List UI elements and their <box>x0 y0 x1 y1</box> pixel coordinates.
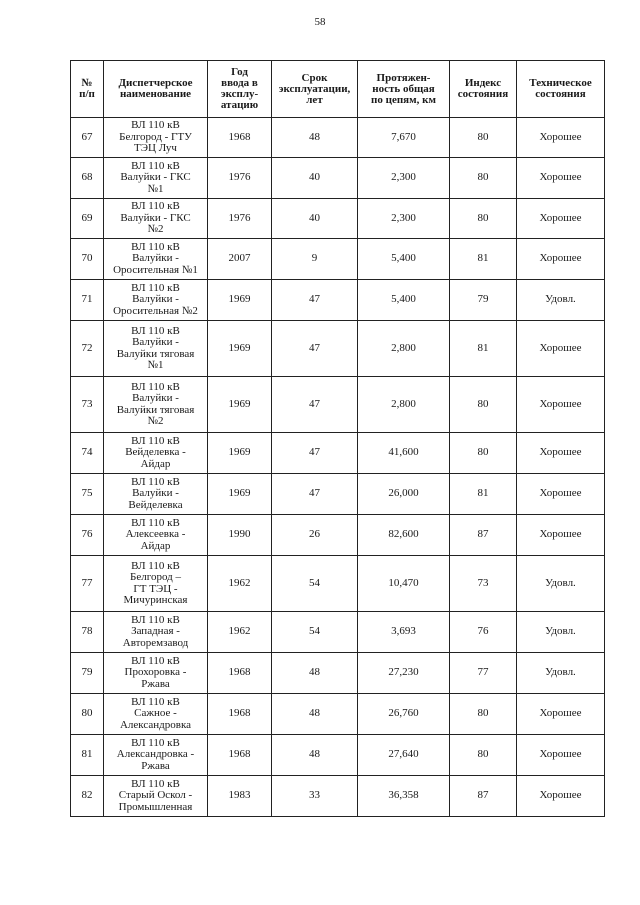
table-row <box>71 694 605 735</box>
header-line: ность общая <box>372 82 435 95</box>
cell-term: 54 <box>272 612 358 653</box>
cell-index: 81 <box>450 239 517 280</box>
header-line: эксплуатации, <box>278 82 351 95</box>
cell-dispatch-name <box>104 735 208 776</box>
cell-index: 73 <box>450 556 517 612</box>
cell-year: 1969 <box>208 377 272 433</box>
cell-length: 3,693 <box>358 612 450 653</box>
cell-length: 2,800 <box>358 377 450 433</box>
header-line: по цепям, км <box>371 93 436 106</box>
header-line: Диспетчерское <box>118 77 193 89</box>
cell-number: 74 <box>71 433 104 474</box>
name-line: Белгород - ГТУ <box>119 130 192 143</box>
cell-year: 1969 <box>208 474 272 515</box>
cell-number: 69 <box>71 199 104 239</box>
cell-index: 80 <box>450 735 517 776</box>
header-line: п/п <box>79 88 95 100</box>
cell-number: 79 <box>71 653 104 694</box>
cell-term: 9 <box>272 239 358 280</box>
header-line: атацию <box>220 99 259 111</box>
cell-year: 1969 <box>208 280 272 321</box>
cell-term: 48 <box>272 118 358 158</box>
name-line: Валуйки тяговая <box>116 347 195 360</box>
cell-term: 48 <box>272 735 358 776</box>
name-line: ТЭЦ Луч <box>134 142 177 155</box>
cell-length: 41,600 <box>358 433 450 474</box>
cell-index: 87 <box>450 515 517 556</box>
name-line: Валуйки - ГКС <box>120 171 191 184</box>
cell-term: 47 <box>272 433 358 474</box>
name-line: Белгород – <box>130 571 181 583</box>
cell-year: 1968 <box>208 735 272 776</box>
header-line: наименование <box>119 88 192 100</box>
cell-year: 1968 <box>208 694 272 735</box>
cell-length: 2,800 <box>358 321 450 377</box>
cell-dispatch-name <box>104 776 208 817</box>
name-line: ВЛ 110 кВ <box>131 119 180 132</box>
name-line: ВЛ 110 кВ <box>131 613 180 626</box>
cell-state: Хорошее <box>517 377 605 433</box>
cell-dispatch-name <box>104 239 208 280</box>
cell-index: 77 <box>450 653 517 694</box>
name-line: Промышленная <box>118 800 193 813</box>
header-line: Индекс <box>464 77 502 89</box>
cell-index: 80 <box>450 433 517 474</box>
header-index <box>450 61 517 118</box>
header-length <box>358 61 450 118</box>
cell-term: 47 <box>272 377 358 433</box>
cell-length: 26,000 <box>358 474 450 515</box>
cell-length: 2,300 <box>358 158 450 199</box>
cell-number: 82 <box>71 776 104 817</box>
cell-year: 1962 <box>208 612 272 653</box>
name-line: ГТ ТЭЦ - <box>133 582 178 595</box>
name-line: ВЛ 110 кВ <box>131 159 180 172</box>
cell-index: 79 <box>450 280 517 321</box>
cell-dispatch-name <box>104 321 208 377</box>
header-term <box>272 61 358 118</box>
cell-number: 76 <box>71 515 104 556</box>
name-line: №1 <box>147 359 164 371</box>
header-number <box>71 61 104 118</box>
name-line: Александровка <box>119 718 192 731</box>
name-line: ВЛ 110 кВ <box>131 559 180 572</box>
header-line: состояния <box>535 88 586 100</box>
cell-term: 48 <box>272 694 358 735</box>
name-line: ВЛ 110 кВ <box>131 324 180 337</box>
cell-state: Хорошее <box>517 735 605 776</box>
cell-term: 40 <box>272 158 358 199</box>
cell-year: 1968 <box>208 653 272 694</box>
cell-term: 48 <box>272 653 358 694</box>
cell-dispatch-name <box>104 377 208 433</box>
name-line: №2 <box>147 223 164 236</box>
cell-year: 1990 <box>208 515 272 556</box>
cell-length: 7,670 <box>358 118 450 158</box>
cell-state: Хорошее <box>517 694 605 735</box>
name-line: ВЛ 110 кВ <box>131 736 180 749</box>
cell-term: 54 <box>272 556 358 612</box>
cell-index: 76 <box>450 612 517 653</box>
cell-index: 87 <box>450 776 517 817</box>
cell-state: Хорошее <box>517 158 605 199</box>
cell-length: 10,470 <box>358 556 450 612</box>
cell-state: Хорошее <box>517 321 605 377</box>
cell-number: 75 <box>71 474 104 515</box>
header-line: Срок <box>301 71 328 84</box>
name-line: ВЛ 110 кВ <box>131 516 180 529</box>
name-line: ВЛ 110 кВ <box>131 240 180 253</box>
cell-number: 67 <box>71 118 104 158</box>
name-line: Вейделевка <box>128 498 183 511</box>
header-name <box>104 61 208 118</box>
name-line: Валуйки - ГКС <box>120 211 191 224</box>
cell-term: 33 <box>272 776 358 817</box>
name-line: Вейделевка - <box>125 446 186 459</box>
cell-state: Хорошее <box>517 239 605 280</box>
table-row <box>71 515 605 556</box>
table-row <box>71 556 605 612</box>
table-row <box>71 239 605 280</box>
name-line: Старый Оскол - <box>118 789 193 802</box>
cell-year: 1969 <box>208 433 272 474</box>
name-line: Оросительная №2 <box>113 304 198 317</box>
cell-index: 80 <box>450 377 517 433</box>
cell-year: 1983 <box>208 776 272 817</box>
name-line: Айдар <box>140 539 171 552</box>
table-row <box>71 321 605 377</box>
cell-dispatch-name <box>104 280 208 321</box>
cell-length: 36,358 <box>358 776 450 817</box>
cell-year: 1968 <box>208 118 272 158</box>
cell-dispatch-name <box>104 433 208 474</box>
header-year <box>208 61 272 118</box>
name-line: №1 <box>147 182 164 195</box>
name-line: Ржава <box>141 759 170 772</box>
cell-index: 80 <box>450 158 517 199</box>
cell-number: 78 <box>71 612 104 653</box>
cell-state: Хорошее <box>517 199 605 239</box>
table-row <box>71 158 605 199</box>
cell-dispatch-name <box>104 694 208 735</box>
cell-length: 5,400 <box>358 239 450 280</box>
cell-year: 1976 <box>208 199 272 239</box>
cell-state: Удовл. <box>517 612 605 653</box>
name-line: ВЛ 110 кВ <box>131 200 180 213</box>
name-line: Александровка - <box>116 748 195 761</box>
cell-number: 77 <box>71 556 104 612</box>
header-line: эксплу- <box>220 88 259 100</box>
header-line: № <box>81 77 93 89</box>
cell-year: 1962 <box>208 556 272 612</box>
header-line: Протяжен- <box>376 71 431 84</box>
cell-index: 80 <box>450 694 517 735</box>
name-line: ВЛ 110 кВ <box>131 281 180 294</box>
cell-length: 27,640 <box>358 735 450 776</box>
header-line: состояния <box>457 88 509 100</box>
table-row <box>71 199 605 239</box>
cell-state: Хорошее <box>517 433 605 474</box>
cell-term: 47 <box>272 280 358 321</box>
cell-length: 82,600 <box>358 515 450 556</box>
cell-state: Хорошее <box>517 118 605 158</box>
cell-number: 81 <box>71 735 104 776</box>
cell-term: 47 <box>272 474 358 515</box>
cell-dispatch-name <box>104 515 208 556</box>
name-line: Западная - <box>131 625 180 638</box>
cell-dispatch-name <box>104 612 208 653</box>
cell-dispatch-name <box>104 158 208 199</box>
cell-index: 81 <box>450 321 517 377</box>
table-row <box>71 735 605 776</box>
name-line: Валуйки - <box>132 392 179 404</box>
name-line: Прохоровка - <box>124 666 187 679</box>
cell-year: 1969 <box>208 321 272 377</box>
cell-state: Хорошее <box>517 515 605 556</box>
cell-number: 72 <box>71 321 104 377</box>
cell-dispatch-name <box>104 653 208 694</box>
cell-year: 1976 <box>208 158 272 199</box>
cell-number: 80 <box>71 694 104 735</box>
name-line: Мичуринская <box>123 594 188 606</box>
header-line: Техническое <box>529 77 592 89</box>
name-line: Валуйки тяговая <box>116 403 195 416</box>
cell-length: 27,230 <box>358 653 450 694</box>
table-body <box>71 118 605 817</box>
cell-state: Удовл. <box>517 556 605 612</box>
cell-number: 70 <box>71 239 104 280</box>
cell-length: 2,300 <box>358 199 450 239</box>
cell-year: 2007 <box>208 239 272 280</box>
table-row <box>71 612 605 653</box>
header-line: ввода в <box>221 77 258 89</box>
cell-state: Хорошее <box>517 776 605 817</box>
name-line: Валуйки - <box>132 336 179 348</box>
table-row <box>71 474 605 515</box>
cell-length: 5,400 <box>358 280 450 321</box>
name-line: ВЛ 110 кВ <box>131 777 180 790</box>
cell-index: 80 <box>450 199 517 239</box>
table-row <box>71 118 605 158</box>
table-row <box>71 653 605 694</box>
name-line: Айдар <box>140 457 171 470</box>
table-row <box>71 377 605 433</box>
header-line: Год <box>231 66 248 78</box>
name-line: Оросительная №1 <box>113 263 198 276</box>
name-line: Сажное - <box>134 707 177 720</box>
cell-term: 40 <box>272 199 358 239</box>
cell-dispatch-name <box>104 199 208 239</box>
table-row <box>71 280 605 321</box>
equipment-table <box>70 60 605 817</box>
cell-number: 73 <box>71 377 104 433</box>
cell-length: 26,760 <box>358 694 450 735</box>
cell-term: 26 <box>272 515 358 556</box>
name-line: Ржава <box>141 677 170 690</box>
cell-dispatch-name <box>104 474 208 515</box>
name-line: Алексеевка - <box>125 528 186 541</box>
name-line: ВЛ 110 кВ <box>131 475 180 488</box>
table-row <box>71 776 605 817</box>
name-line: ВЛ 110 кВ <box>131 695 180 708</box>
cell-number: 71 <box>71 280 104 321</box>
table-row <box>71 433 605 474</box>
cell-index: 81 <box>450 474 517 515</box>
header-line: лет <box>306 93 323 106</box>
name-line: ВЛ 110 кВ <box>131 380 180 393</box>
cell-state: Удовл. <box>517 280 605 321</box>
cell-term: 47 <box>272 321 358 377</box>
cell-dispatch-name <box>104 556 208 612</box>
name-line: ВЛ 110 кВ <box>131 434 180 447</box>
name-line: Валуйки - <box>132 252 179 265</box>
cell-state: Хорошее <box>517 474 605 515</box>
header-state <box>517 61 605 118</box>
cell-number: 68 <box>71 158 104 199</box>
cell-index: 80 <box>450 118 517 158</box>
page-number: 58 <box>314 16 326 28</box>
cell-state: Удовл. <box>517 653 605 694</box>
name-line: ВЛ 110 кВ <box>131 654 180 667</box>
name-line: Валуйки - <box>132 293 179 306</box>
name-line: №2 <box>147 415 164 427</box>
table-header-row <box>71 61 605 118</box>
name-line: Авторемзавод <box>122 636 189 649</box>
name-line: Валуйки - <box>132 487 179 500</box>
cell-dispatch-name <box>104 118 208 158</box>
